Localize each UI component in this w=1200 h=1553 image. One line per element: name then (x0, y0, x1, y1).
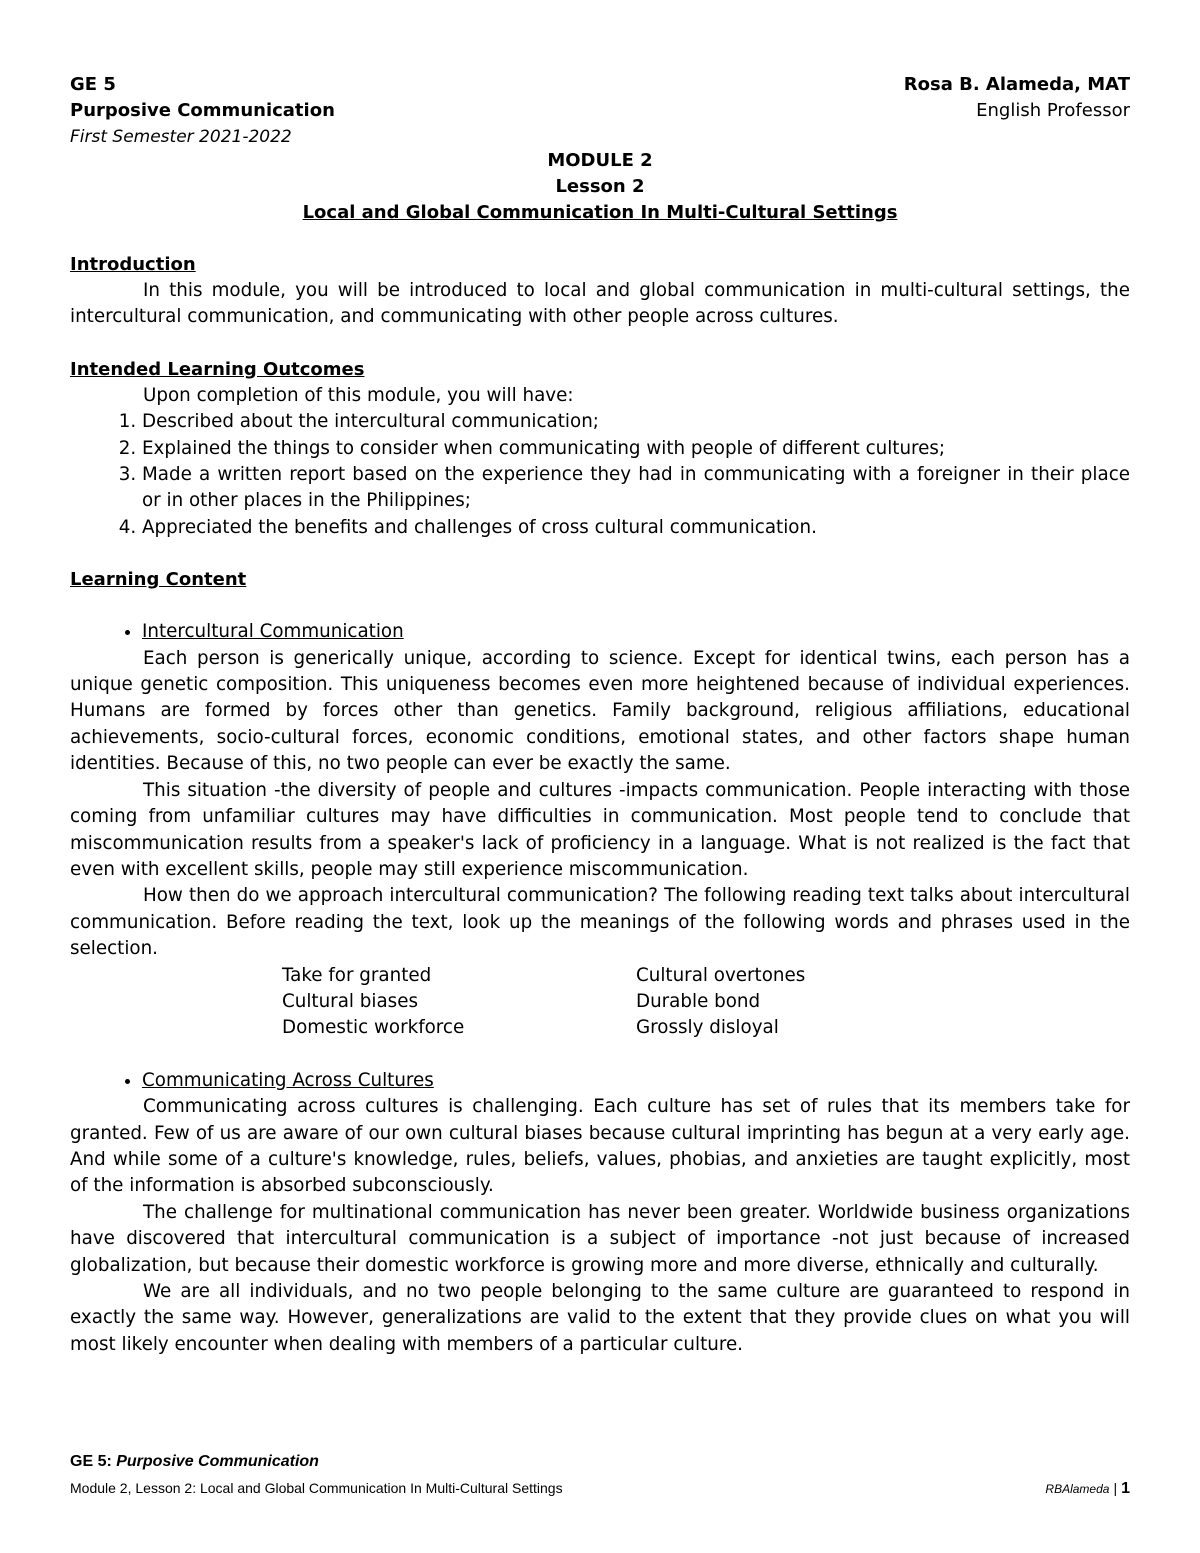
lesson-title: Lesson 2 (555, 176, 645, 197)
topic-title: Local and Global Communication In Multi-Cultural Settings (302, 202, 898, 223)
section-bullet (70, 619, 1130, 645)
section-title-intercultural: • Intercultural Communication (142, 619, 1130, 645)
list-item: 2. Explained the things to consider when communicating with people of different cultures; (142, 436, 1130, 462)
author-title: English Professor (976, 100, 1130, 121)
list-item: 3. Made a written report based on the experience they had in communicating with a foreigner in their place or in other places in the Philippines; (142, 462, 1130, 515)
paragraph: We are all individuals, and no two people belonging to the same culture are guaranteed to respond in exactly the same way. However, generalizations are valid to the extent that they provide clues on what you will most likely encounter when dealing with members of a particular culture. (70, 1281, 1130, 1355)
section-bullet (70, 1068, 1130, 1094)
footer-lesson-line: Module 2, Lesson 2: Local and Global Communication In Multi-Cultural Settings (70, 1480, 563, 1496)
paragraph: How then do we approach intercultural communication? The following reading text talks about intercultural communication. Before reading the text, look up the meanings of the following words and phrases used in the selection. (70, 885, 1130, 960)
footer-course-prefix: GE 5: (70, 1453, 117, 1470)
page-number: 1 (1121, 1480, 1130, 1497)
footer-course (70, 1452, 1130, 1472)
semester: First Semester 2021-2022 (70, 127, 292, 147)
section-title-across-cultures: • Communicating Across Cultures (142, 1068, 1130, 1094)
vocab-term: Cultural overtones (636, 964, 806, 986)
paragraph: Each person is generically unique, according to science. Except for identical twins, each person has a unique genetic composition. This uniqueness becomes even more heightened because of individual experiences. Humans are formed by forces other than genetics. Family background, religious affiliations, educational achievements, socio-cultural forces, economic conditions, emotional states, and other factors shape human identities. Because of this, no two people can ever be exactly the same. (70, 647, 1130, 775)
document-page (70, 72, 1130, 1358)
list-item: 4. Appreciated the benefits and challenges of cross cultural communication. (142, 515, 1130, 541)
outcomes-heading: Intended Learning Outcomes (70, 358, 365, 380)
paragraph: Communicating across cultures is challenging. Each culture has set of rules that its members take for granted. Few of us are aware of our own cultural biases because cultural imprinting has begun at a very early age. And while some of a culture's knowledge, rules, beliefs, values, phobias, and anxieties are taught explicitly, most of the information is absorbed subconsciously. (70, 1096, 1130, 1197)
footer-lesson-row (70, 1478, 1130, 1500)
course-info (70, 72, 335, 150)
outcomes-lead: Upon completion of this module, you will have: (143, 384, 574, 406)
page-footer (70, 1452, 1130, 1500)
list-item: 1. Described about the intercultural communication; (142, 409, 1130, 435)
outcomes-list (70, 409, 1130, 541)
lesson-titles (70, 148, 1130, 226)
vocab-term: Cultural biases (282, 990, 418, 1012)
module-title: MODULE 2 (547, 150, 653, 171)
paragraph: The challenge for multinational communication has never been greater. Worldwide business organizations have discovered that intercultural communication is a subject of importance -not just because of increased globalization, but because their domestic workforce is growing more and more diverse, ethnically and culturally. (70, 1201, 1130, 1276)
introduction-text: In this module, you will be introduced to local and global communication in multi-cultural settings, the intercultural communication, and communicating with other people across cultures. (70, 280, 1130, 328)
footer-separator: | (1113, 1480, 1118, 1496)
footer-page-info (1045, 1478, 1130, 1499)
vocab-term: Domestic workforce (282, 1017, 465, 1039)
author-name: Rosa B. Alameda, MAT (903, 74, 1130, 95)
learning-content-heading: Learning Content (70, 569, 247, 591)
course-title: Purposive Communication (70, 100, 335, 121)
introduction-heading: Introduction (70, 254, 196, 275)
vocab-term: Grossly disloyal (636, 1017, 779, 1039)
vocab-term: Take for granted (282, 964, 432, 986)
vocabulary-list (282, 963, 1130, 1042)
footer-course-name: Purposive Communication (116, 1453, 319, 1470)
course-code: GE 5 (70, 74, 116, 95)
footer-author: RBAlameda (1045, 1482, 1110, 1496)
main-content (70, 252, 1130, 1358)
author-info (904, 72, 1130, 124)
paragraph: This situation -the diversity of people and cultures -impacts communication. People interacting with those coming from unfamiliar cultures may have difficulties in communication. Most people tend to conclude that miscommunication results from a speaker's lack of proficiency in a language. What is not realized is the fact that even with excellent skills, people may still experience miscommunication. (70, 779, 1130, 880)
vocab-term: Durable bond (636, 990, 761, 1012)
document-header (70, 72, 1130, 152)
